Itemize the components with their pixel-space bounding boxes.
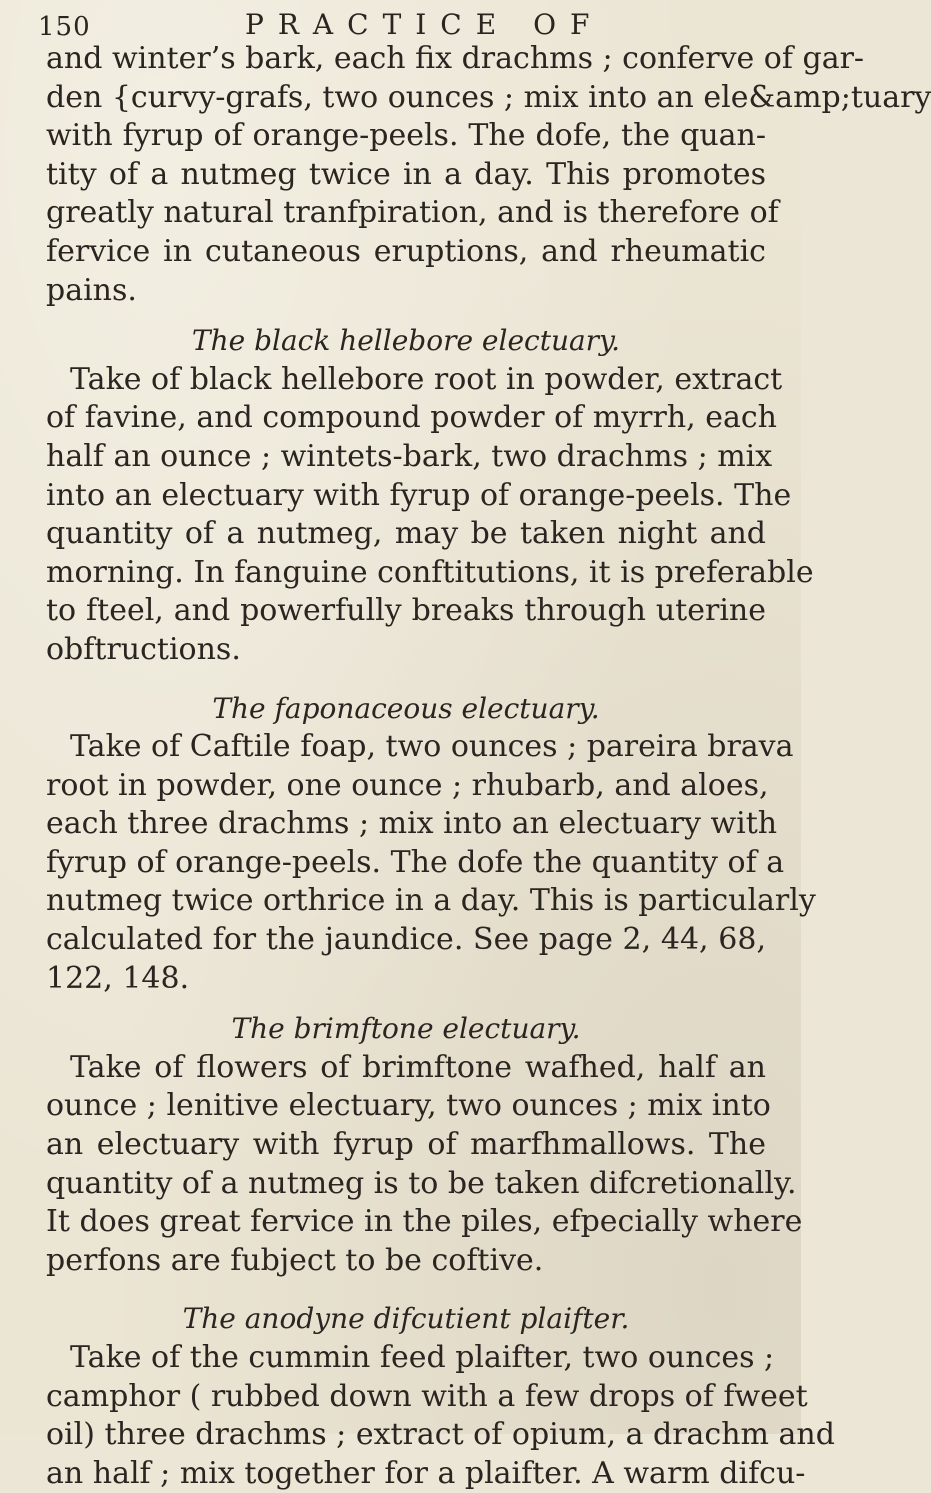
text-line: It does great fervice in the piles, efpecially where [46,1204,803,1240]
section-heading-brimstone: The brimftone electuary. [231,1012,581,1046]
text-line: ounce ; lenitive electuary, two ounces ; mix into [46,1088,771,1124]
section-saponaceous [46,728,816,998]
paragraph-1 [46,40,931,310]
text-line: oil) three drachms ; extract of opium, a drachm and [46,1417,835,1453]
text-line: Take of black hellebore root in powder, extract [70,361,783,397]
text-line: and winter’s bark, each fix drachms ; conferve of gar- [46,41,865,76]
body-text [46,40,931,1493]
section-brimstone [46,1049,803,1281]
section-heading-black-hellebore: The black hellebore electuary. [191,324,621,358]
text-line: each three drachms ; mix into an electuary with [46,806,778,842]
text-line: obftructions. [46,631,241,667]
section-anodyne [46,1339,835,1493]
text-line: half an ounce ; wintets-bark, two drachms ; mix [46,438,773,474]
text-line: morning. In fanguine conftitutions, it is preferable [46,554,814,590]
running-title: PRACTICE OF [245,8,604,41]
text-line: quantity of a nutmeg, may be taken night and [46,516,766,552]
text-line: 122, 148. [46,960,190,996]
text-line: calculated for the jaundice. See page 2, 44, 68, [46,922,766,958]
text-line: with fyrup of orange-peels. The dofe, the quan- [46,118,766,154]
section-heading-anodyne: The anodyne difcutient plaifter. [182,1302,630,1336]
text-line: an electuary with fyrup of marfhmallows. The [46,1127,766,1163]
text-line: den {curvy-grafs, two ounces ; mix into an ele&amp;tuary [46,79,931,115]
page-number: 150 [38,12,91,42]
text-line: of favine, and compound powder of myrrh, each [46,400,778,436]
text-line: quantity of a nutmeg is to be taken difcretionally. [46,1165,797,1201]
text-line: to fteel, and powerfully breaks through uterine [46,593,766,629]
text-line: fyrup of orange-peels. The dofe the quantity of a [46,844,785,880]
text-line: Take of flowers of brimftone wafhed, half an [70,1049,766,1085]
section-black-hellebore [46,361,814,670]
text-line: perfons are fubject to be coftive. [46,1242,544,1278]
text-line: fervice in cutaneous eruptions, and rheumatic [46,233,766,269]
text-line: root in powder, one ounce ; rhubarb, and aloes, [46,767,769,803]
text-line: greatly natural tranfpiration, and is therefore of [46,195,779,231]
text-line: tity of a nutmeg twice in a day. This promotes [46,156,766,192]
text-line: into an electuary with fyrup of orange-peels. The [46,477,792,513]
section-heading-saponaceous: The faponaceous electuary. [212,691,600,725]
text-line: Take of the cummin feed plaifter, two ounces ; [70,1340,775,1375]
text-line: camphor ( rubbed down with a few drops of fweet [46,1378,808,1414]
text-line: Take of Caftile foap, two ounces ; pareira brava [70,729,794,765]
text-line: pains. [46,272,137,308]
text-line: nutmeg twice orthrice in a day. This is particularly [46,883,816,919]
text-line: an half ; mix together for a plaifter. A warm difcu- [46,1455,806,1491]
